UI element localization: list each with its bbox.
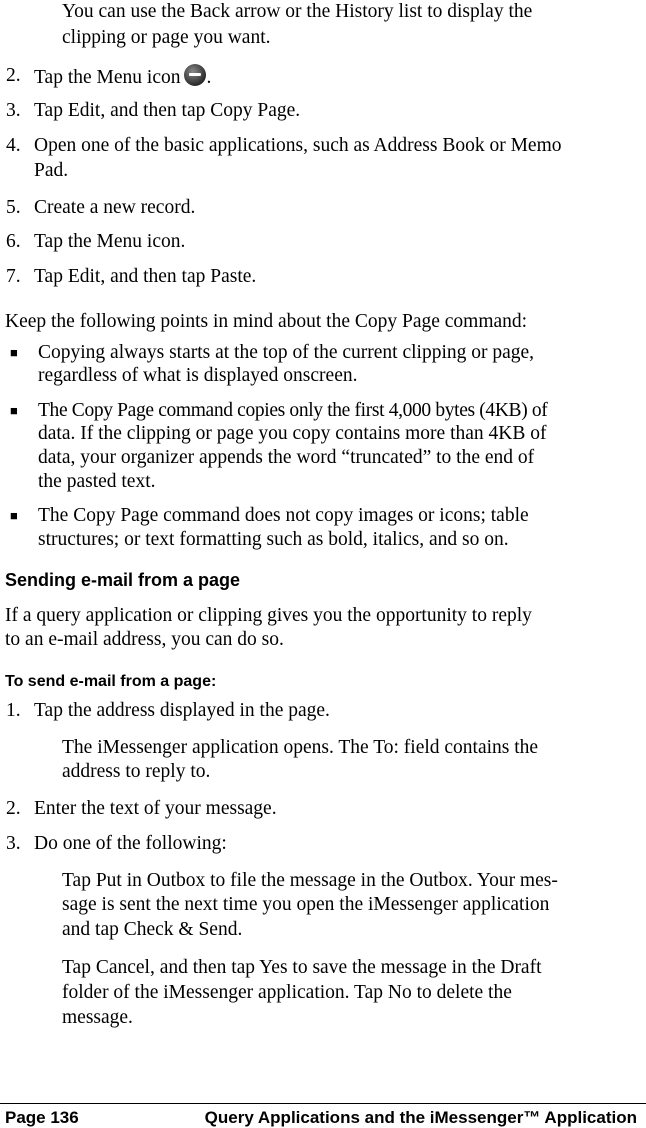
bullet-text: The Copy Page command copies only the first 4,000 bytes (4KB) of: [38, 400, 548, 421]
bullet-text: data. If the clipping or page you copy contains more than 4KB of: [38, 423, 547, 444]
bullet-text: the pasted text.: [38, 471, 156, 492]
step-number: 7.: [6, 266, 21, 287]
step-text-label: Tap the Menu icon: [34, 67, 181, 88]
step-number: 3.: [6, 833, 21, 854]
step-text: Enter the text of your message.: [34, 798, 277, 819]
step-text: Tap the address displayed in the page.: [34, 700, 330, 721]
footer-rule: [0, 1103, 646, 1104]
option-cancel-line-2: folder of the iMessenger application. Tap No to delete the: [62, 982, 512, 1003]
chapter-title: Query Applications and the iMessenger™ Application: [204, 1108, 637, 1127]
option-cancel-line-3: message.: [62, 1007, 133, 1028]
bullet-text: Copying always starts at the top of the current clipping or page,: [38, 342, 535, 363]
bullet-marker: ■: [10, 403, 18, 418]
option-outbox-line-2: sage is sent the next time you open the iMessenger application: [62, 894, 550, 915]
bullet-text: data, your organizer appends the word “truncated” to the end of: [38, 447, 535, 468]
step-text-continued: Pad.: [34, 160, 69, 181]
copy-page-intro: Keep the following points in mind about the Copy Page command:: [5, 311, 528, 332]
bullet-text: regardless of what is displayed onscreen.: [38, 365, 358, 386]
section-paragraph-line-2: to an e-mail address, you can do so.: [5, 629, 284, 650]
step-text: Tap Edit, and then tap Paste.: [34, 266, 257, 287]
procedure-heading: To send e-mail from a page:: [5, 673, 217, 690]
step-number: 6.: [6, 231, 21, 252]
step-text: Open one of the basic applications, such as Address Book or Memo: [34, 135, 562, 156]
step-text: Do one of the following:: [34, 833, 227, 854]
step-number: 3.: [6, 100, 21, 121]
step-text: [34, 64, 211, 90]
bullet-text: The Copy Page command does not copy images or icons; table: [38, 505, 529, 526]
step-text-suffix: .: [206, 67, 212, 88]
intro-line-2: clipping or page you want.: [62, 27, 271, 48]
bullet-marker: ■: [10, 508, 18, 523]
intro-line-1: You can use the Back arrow or the History list to display the: [62, 1, 533, 22]
step-number: 2.: [6, 65, 21, 86]
step-number: 4.: [6, 135, 21, 156]
bullet-marker: ■: [10, 345, 18, 360]
step-note-line-1: The iMessenger application opens. The To: field contains the: [62, 737, 539, 758]
section-heading: Sending e-mail from a page: [5, 570, 241, 590]
option-cancel-line-1: Tap Cancel, and then tap Yes to save the message in the Draft: [62, 957, 542, 978]
step-text: Tap the Menu icon.: [34, 231, 186, 252]
option-outbox-line-3: and tap Check & Send.: [62, 919, 243, 940]
step-text: Create a new record.: [34, 197, 196, 218]
step-number: 5.: [6, 197, 21, 218]
step-note-line-2: address to reply to.: [62, 761, 211, 782]
option-outbox-line-1: Tap Put in Outbox to file the message in the Outbox. Your mes-: [62, 870, 558, 891]
page-number: Page 136: [5, 1108, 79, 1127]
bullet-text: structures; or text formatting such as bold, italics, and so on.: [38, 529, 509, 550]
step-number: 2.: [6, 798, 21, 819]
menu-icon: [184, 64, 206, 86]
section-paragraph-line-1: If a query application or clipping gives you the opportunity to reply: [5, 605, 532, 626]
step-number: 1.: [6, 700, 21, 721]
step-text: Tap Edit, and then tap Copy Page.: [34, 100, 301, 121]
